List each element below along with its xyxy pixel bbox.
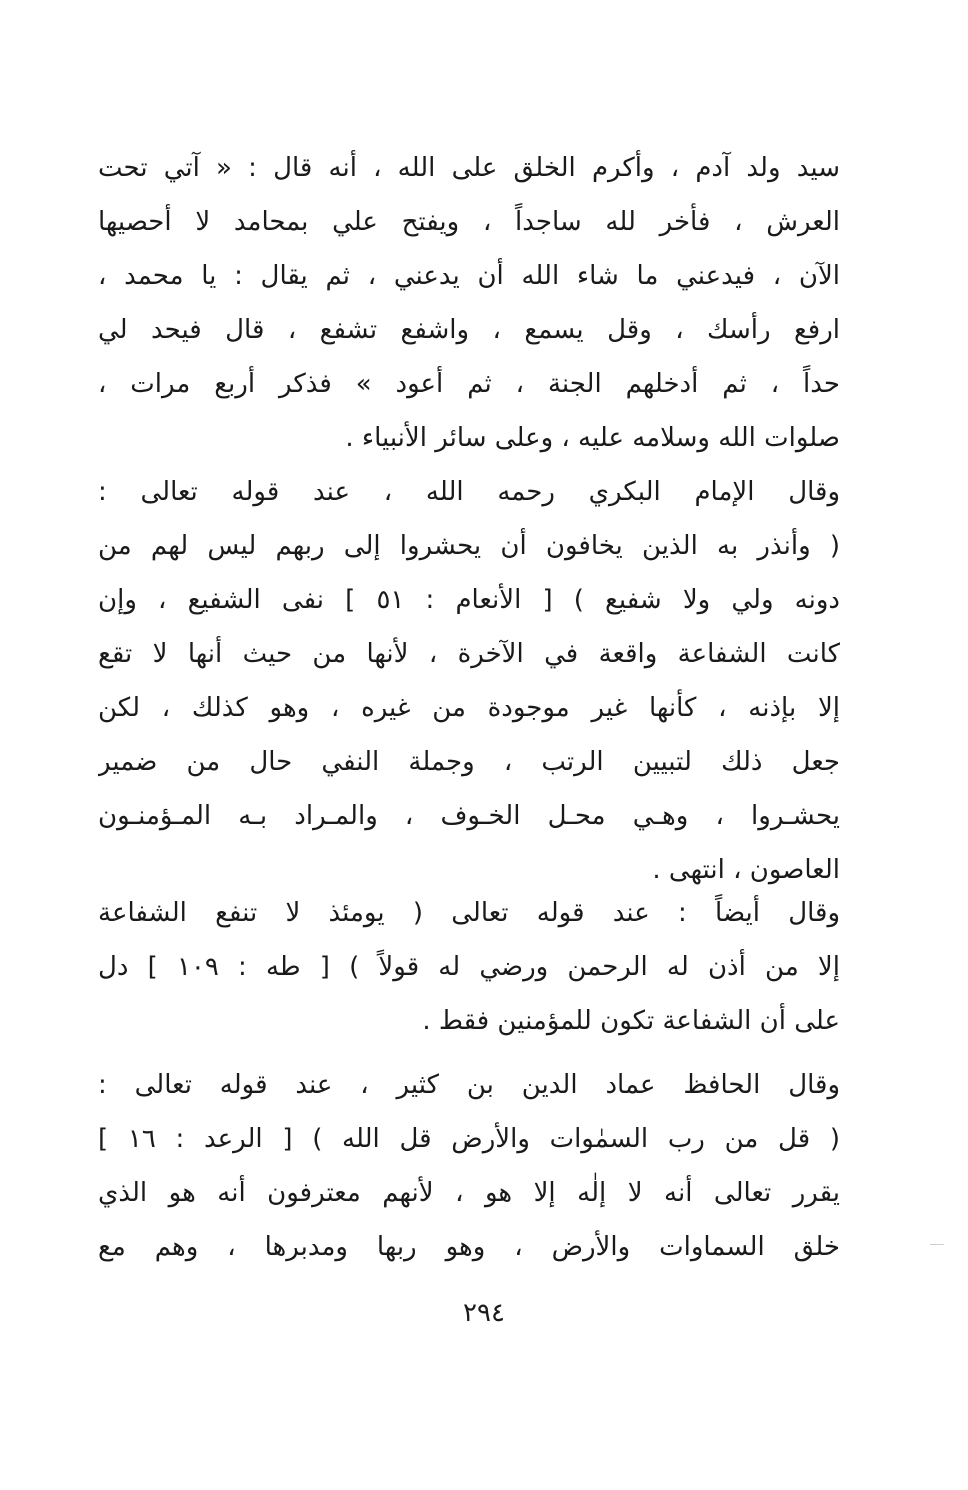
text-line: إلا من أذن له الرحمن ورضي له قولاً ) [ طه : ١٠٩ ] دل — [98, 952, 840, 982]
text-line: سيد ولد آدم ، وأكرم الخلق على الله ، أنه قال : « آتي تحت — [98, 153, 840, 183]
text-line: حداً ، ثم أدخلهم الجنة ، ثم أعود » فذكر أربع مرات ، — [98, 369, 840, 399]
text-line: على أن الشفاعة تكون للمؤمنين فقط . — [422, 1006, 840, 1036]
text-line: صلوات الله وسلامه عليه ، وعلى سائر الأنبياء . — [345, 423, 840, 453]
page-number: ٢٩٤ — [463, 1298, 505, 1328]
text-line: وقال أيضاً : عند قوله تعالى ( يومئذ لا تنفع الشفاعة — [98, 898, 840, 928]
text-line: جعل ذلك لتبيين الرتب ، وجملة النفي حال من ضمير — [98, 747, 840, 777]
text-line: كانت الشفاعة واقعة في الآخرة ، لأنها من حيث أنها لا تقع — [98, 639, 840, 669]
text-line: العاصون ، انتهى . — [652, 855, 840, 885]
text-line: ( قل من رب السمٰوات والأرض قل الله ) [ الرعد : ١٦ ] — [98, 1124, 840, 1154]
text-line: خلق السماوات والأرض ، وهو ربها ومدبرها ، وهم مع — [98, 1232, 840, 1262]
text-line: وقال الإمام البكري رحمه الله ، عند قوله تعالى : — [98, 477, 840, 507]
text-line: الآن ، فيدعني ما شاء الله أن يدعني ، ثم يقال : يا محمد ، — [98, 261, 840, 291]
text-line: يقرر تعالى أنه لا إلٰه إلا هو ، لأنهم معترفون أنه هو الذي — [98, 1178, 840, 1208]
text-line: ارفع رأسك ، وقل يسمع ، واشفع تشفع ، قال فيحد لي — [98, 315, 840, 345]
paragraph — [98, 886, 840, 1048]
paragraph — [98, 1058, 840, 1274]
text-line: ( وأنذر به الذين يخافون أن يحشروا إلى ربهم ليس لهم من — [98, 531, 840, 561]
text-line: يحشـروا ، وهـي محـل الخـوف ، والمـراد بـه المـؤمنـون — [98, 801, 840, 831]
text-line: العرش ، فأخر لله ساجداً ، ويفتح علي بمحامد لا أحصيها — [98, 207, 840, 237]
margin-mark — [930, 1244, 944, 1245]
paragraph — [98, 465, 840, 897]
paragraph — [98, 141, 840, 465]
text-line: وقال الحافظ عماد الدين بن كثير ، عند قوله تعالى : — [98, 1070, 840, 1100]
text-line: دونه ولي ولا شفيع ) [ الأنعام : ٥١ ] نفى الشفيع ، وإن — [98, 585, 840, 615]
text-line: إلا بإذنه ، كأنها غير موجودة من غيره ، وهو كذلك ، لكن — [98, 693, 840, 723]
